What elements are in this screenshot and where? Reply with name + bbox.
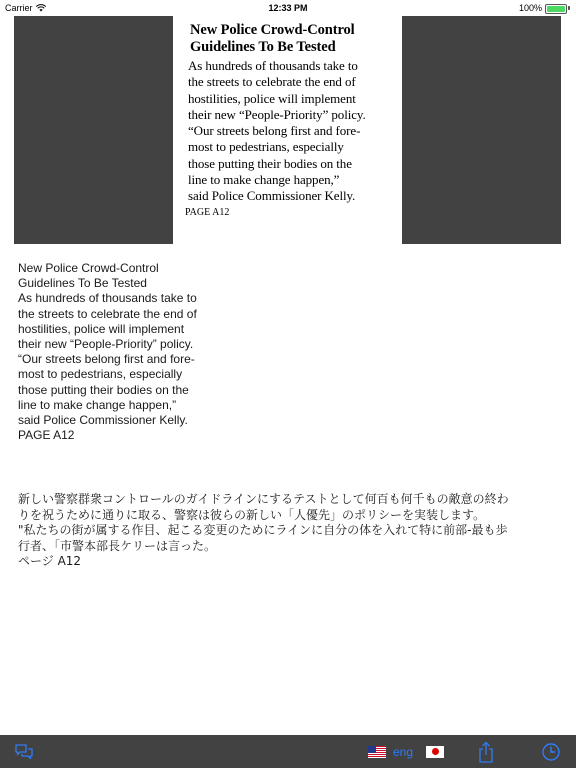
scanned-image xyxy=(14,16,561,244)
japanese-translation[interactable] xyxy=(18,492,558,570)
clipping-headline-line: New Police Crowd-Control xyxy=(190,22,355,38)
english-line: PAGE A12 xyxy=(18,428,75,443)
chat-icon xyxy=(15,744,33,760)
clipping-body-line: their new “People-Priority” policy. xyxy=(188,106,366,122)
english-text[interactable] xyxy=(18,261,278,443)
english-line: said Police Commissioner Kelly. xyxy=(18,413,188,428)
japan-flag-icon xyxy=(426,746,444,758)
english-line: line to make change happen,” xyxy=(18,397,177,412)
english-line: most to pedestrians, especially xyxy=(18,367,183,382)
us-flag-icon xyxy=(368,746,386,758)
battery-percent: 100% xyxy=(518,3,542,13)
history-button[interactable] xyxy=(540,735,562,768)
scan-background-right xyxy=(402,16,561,244)
clipping-headline xyxy=(190,22,396,56)
status-right xyxy=(519,0,570,16)
scan-background-left xyxy=(14,16,173,244)
share-button[interactable] xyxy=(475,735,497,768)
english-line: the streets to celebrate the end of xyxy=(18,306,197,321)
english-line: Guidelines To Be Tested xyxy=(18,276,147,291)
japanese-line: ページ A12 xyxy=(18,554,82,568)
clipping-body-line: As hundreds of thousands take to xyxy=(188,58,358,73)
clipping-body-line: those putting their bodies on the xyxy=(188,155,352,171)
english-line: New Police Crowd-Control xyxy=(18,261,159,275)
clipping-page: PAGE A12 xyxy=(185,206,230,218)
clipping-body-line: hostilities, police will implement xyxy=(188,90,356,106)
japanese-line: 行者、「市警本部長ケリーは言った。 xyxy=(18,538,217,553)
clipping-headline-line: Guidelines To Be Tested xyxy=(190,39,336,55)
english-line: their new “People-Priority” policy. xyxy=(18,337,194,352)
english-line: those putting their bodies on the xyxy=(18,382,189,397)
battery-icon xyxy=(545,4,567,14)
bottom-toolbar xyxy=(0,735,576,768)
carrier-label: Carrier xyxy=(5,3,33,13)
battery-cap xyxy=(568,6,570,10)
japanese-line: "私たちの街が属する作目、起こる変更のためにラインに自分の体を入れて特に前部-最も歩 xyxy=(18,523,508,537)
status-time: 12:33 PM xyxy=(268,3,308,13)
japanese-line: 新しい警察群衆コントロールのガイドラインにするテストとして何百も何千もの敵意の終わ xyxy=(18,492,509,506)
newspaper-clipping xyxy=(184,22,396,238)
clipping-body-line: the streets to celebrate the end of xyxy=(188,74,356,90)
share-icon xyxy=(478,741,494,763)
clipping-body-line: most to pedestrians, especially xyxy=(188,139,344,155)
clipping-body-line: “Our streets belong first and fore- xyxy=(188,123,361,139)
battery-level xyxy=(547,6,565,12)
english-line: As hundreds of thousands take to xyxy=(18,291,197,306)
english-line: “Our streets belong first and fore- xyxy=(18,352,195,367)
language-button[interactable]: eng xyxy=(392,744,414,759)
clipping-body-line: said Police Commissioner Kelly. xyxy=(188,188,356,204)
clipping-body xyxy=(188,58,396,205)
us-flag-button[interactable] xyxy=(367,735,387,768)
history-icon xyxy=(541,742,561,762)
japanese-line: りを祝うために通りに取る、警察は彼らの新しい「人優先」のポリシーを実装します。 xyxy=(18,507,486,522)
japan-flag-button[interactable] xyxy=(425,735,445,768)
status-bar xyxy=(0,0,576,16)
english-line: hostilities, police will implement xyxy=(18,321,185,336)
chat-button[interactable] xyxy=(12,735,36,768)
clipping-body-line: line to make change happen,” xyxy=(188,172,340,188)
